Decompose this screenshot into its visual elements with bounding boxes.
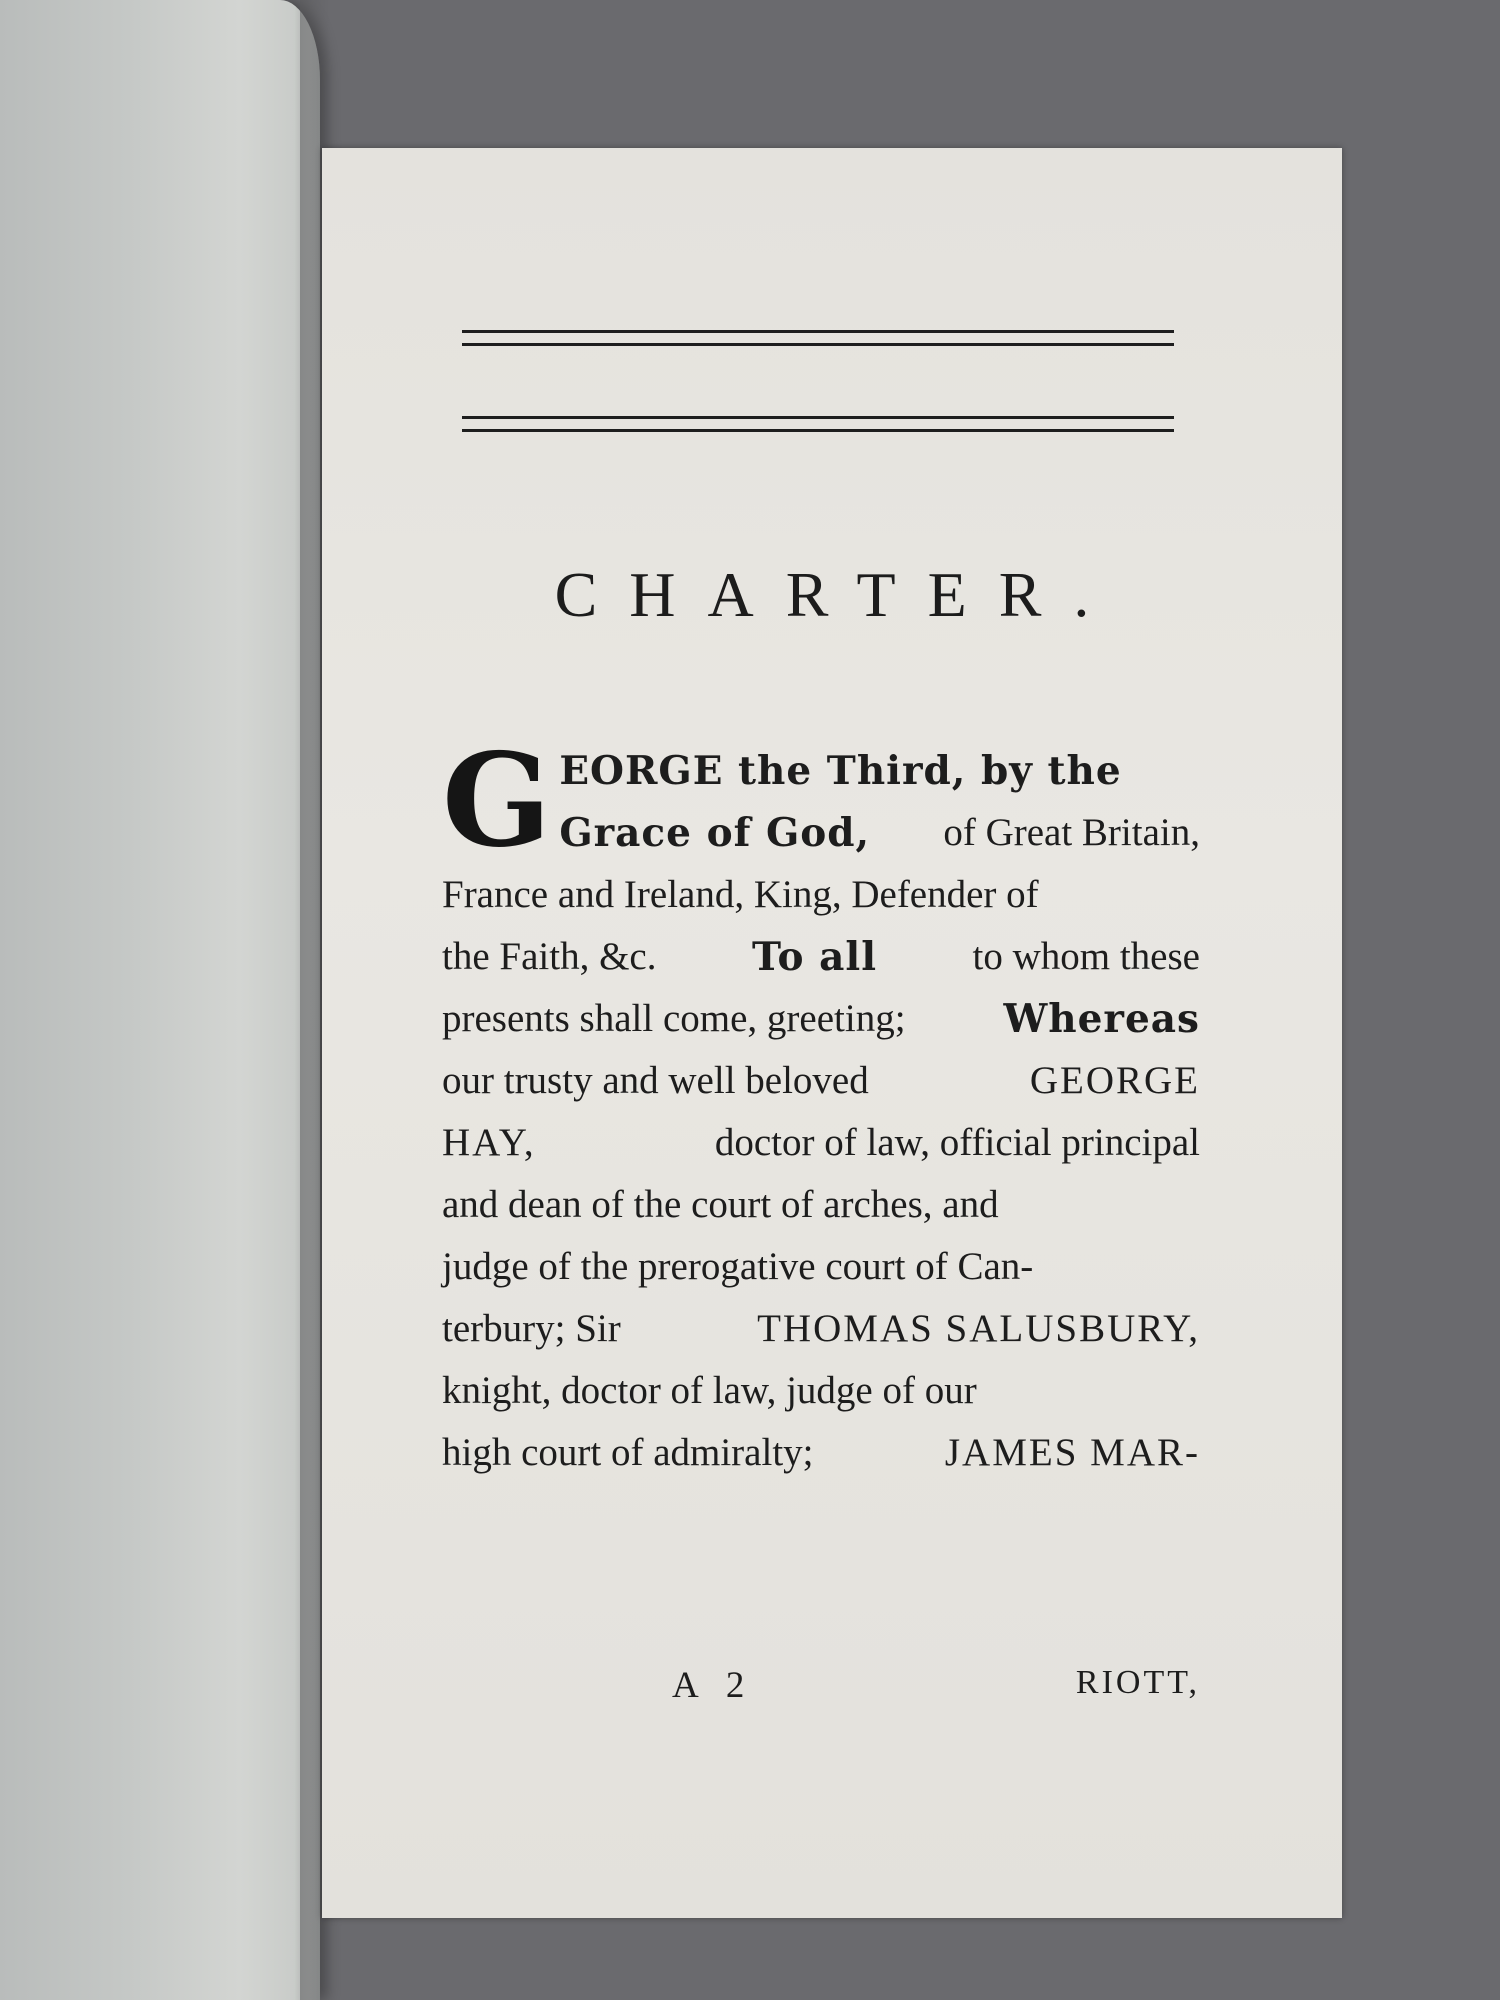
text-line: our trusty and well beloved GEORGE (442, 1059, 1200, 1102)
page-footer (442, 1664, 1200, 1726)
text-line: presents shall come, greeting; Whereas (442, 996, 1200, 1042)
left-page (0, 0, 320, 2000)
bottom-double-rule (462, 416, 1174, 432)
top-double-rule (462, 330, 1174, 346)
text-line: high court of admiralty; JAMES MAR- (442, 1431, 1200, 1474)
text-line: France and Ireland, King, Defender of (442, 873, 1039, 916)
page-title: CHARTER. (554, 559, 1122, 630)
text-line: EORGE the Third, by the (559, 748, 1122, 794)
charter-body (442, 740, 1200, 1484)
text-line: terbury; Sir THOMAS SALUSBURY, (442, 1307, 1200, 1350)
text-line: and dean of the court of arches, and (442, 1183, 999, 1226)
text-line: the Faith, &c. To all to whom these (442, 934, 1200, 980)
text-line: knight, doctor of law, judge of our (442, 1369, 977, 1412)
text-line: HAY, doctor of law, official principal (442, 1121, 1200, 1164)
text-line: Grace of God, of Great Britain, (559, 810, 1200, 856)
right-page (322, 148, 1342, 1918)
drop-cap: G (442, 740, 552, 864)
signature-mark: A 2 (672, 1665, 755, 1706)
catchword: RIOTT, (1075, 1664, 1200, 1701)
text-line: judge of the prerogative court of Can- (442, 1245, 1034, 1288)
